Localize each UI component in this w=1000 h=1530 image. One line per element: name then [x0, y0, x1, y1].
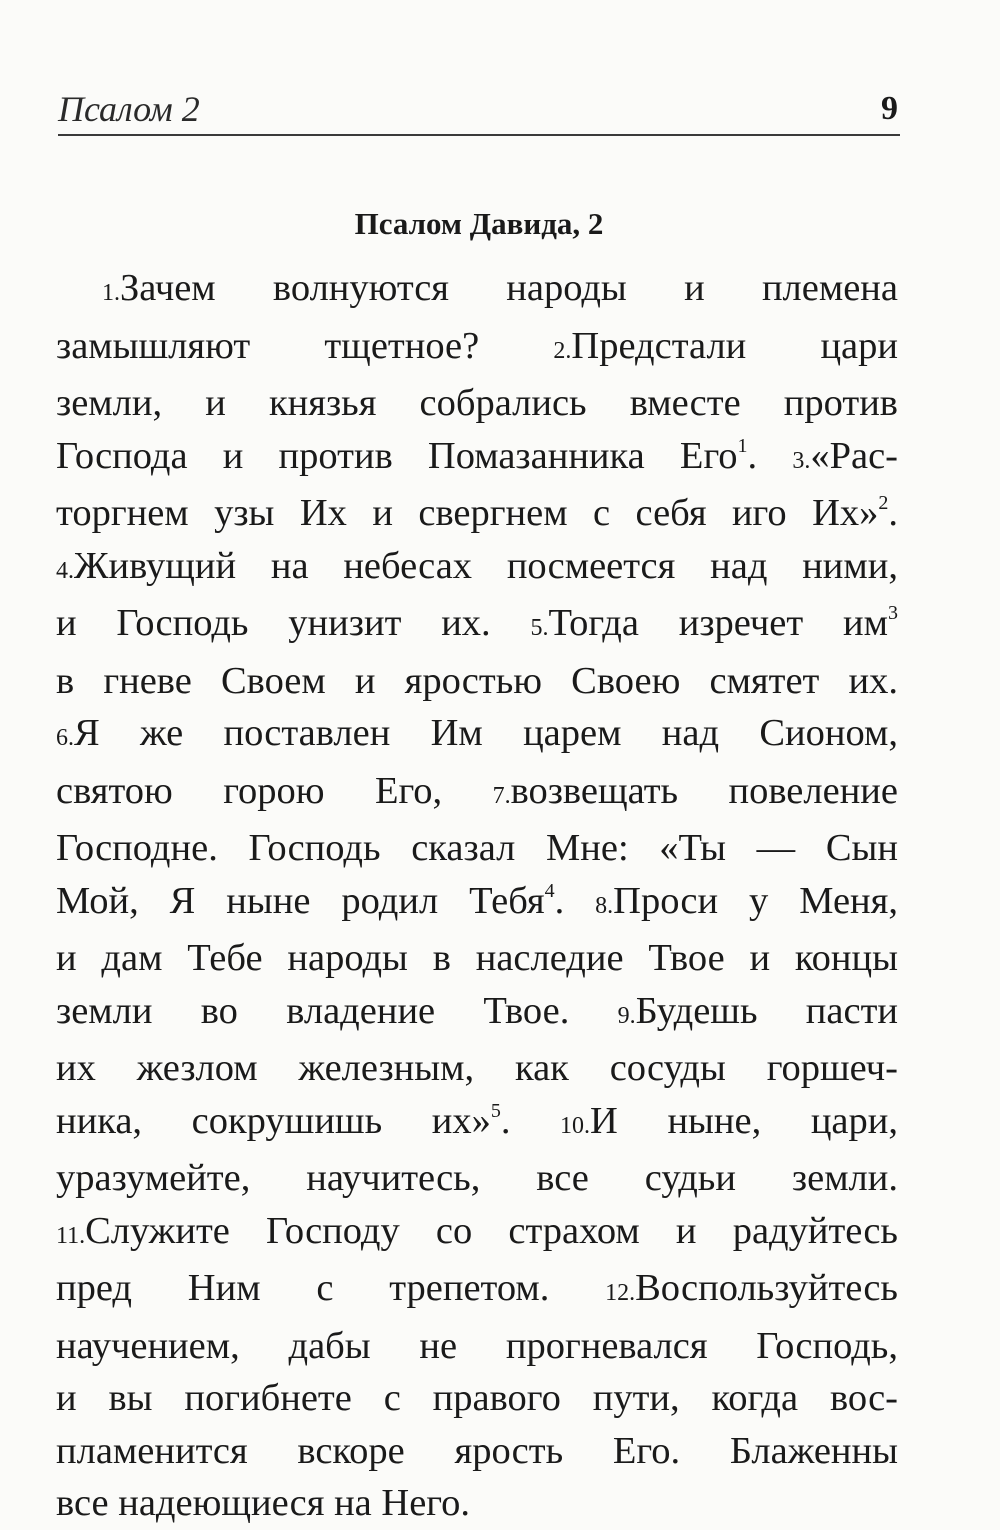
- footnote-marker: 2: [878, 492, 889, 514]
- text-segment: Господа и против Помазанника Его: [56, 434, 738, 477]
- text-segment: Будешь пасти: [635, 989, 898, 1032]
- text-segment: «Рас-: [810, 434, 899, 477]
- footnote-marker: 4: [544, 879, 555, 902]
- text-segment: Тогда изречет им: [548, 602, 888, 644]
- text-segment: и дам Тебе народы в наследие Твое и концы: [56, 937, 898, 979]
- page-number: 9: [881, 90, 898, 127]
- text-line: [56, 1262, 898, 1320]
- text-segment: и Господь унизит их.: [56, 602, 531, 644]
- text-segment: Я же поставлен Им царем над Сионом,: [74, 712, 898, 754]
- text-segment: пламенится вскоре ярость Его. Блаженны: [56, 1429, 898, 1472]
- verse-number: 12.: [605, 1280, 636, 1306]
- text-segment: И ныне, цари,: [590, 1099, 898, 1142]
- verse-number: 9.: [617, 1002, 636, 1029]
- text-segment: в гневе Своем и яростью Своею смятет их.: [56, 659, 898, 702]
- verse-number: 1.: [102, 280, 120, 306]
- text-segment: торгнем узы Их и свергнем с себя иго Их»: [56, 492, 879, 534]
- text-segment: Проси у Меня,: [613, 879, 898, 922]
- verse-number: 4.: [56, 557, 74, 584]
- verse-number: 6.: [56, 725, 74, 751]
- running-head: [58, 84, 898, 134]
- verse-number: 7.: [492, 782, 511, 809]
- text-segment: ника, сокрушишь их»: [56, 1099, 491, 1142]
- text-line: [56, 430, 898, 488]
- text-line: [56, 932, 898, 985]
- text-line: [56, 1372, 898, 1425]
- text-segment: земли, и князья собрались вместе против: [56, 382, 898, 424]
- text-line: [56, 540, 898, 598]
- text-line: [56, 1320, 898, 1373]
- verse-number: 2.: [553, 337, 572, 364]
- text-line: [56, 655, 898, 708]
- text-segment: .: [747, 434, 793, 477]
- text-line: [56, 1477, 898, 1530]
- footnote-marker: 5: [490, 1099, 501, 1122]
- text-segment: замышляют тщетное?: [56, 324, 554, 367]
- verse-number: 8.: [595, 892, 614, 919]
- verse-number: 10.: [560, 1112, 591, 1139]
- text-segment: все надеющиеся на Него.: [56, 1482, 470, 1524]
- text-segment: возвещать повеление: [510, 769, 898, 812]
- text-segment: Живущий на небесах посмеется над ними,: [74, 544, 898, 587]
- text-line: [56, 1095, 898, 1153]
- text-line: [56, 1205, 898, 1263]
- text-segment: Мой, Я ныне родил Тебя: [56, 879, 545, 922]
- text-segment: .: [500, 1099, 561, 1142]
- text-line: [56, 262, 898, 320]
- text-line: [56, 822, 898, 875]
- text-segment: научением, дабы не прогневался Господь,: [56, 1324, 898, 1367]
- text-segment: Предстали цари: [571, 324, 898, 367]
- footnote-marker: 1: [737, 434, 748, 457]
- verse-number: 5.: [530, 615, 549, 641]
- verse-number: 11.: [56, 1222, 86, 1249]
- footnote-marker: 3: [888, 602, 898, 624]
- text-line: [56, 1042, 898, 1095]
- text-segment: пред Ним с трепетом.: [56, 1267, 606, 1309]
- text-segment: святою горою Его,: [56, 769, 493, 812]
- text-segment: их жезлом железным, как сосуды горшеч-: [56, 1047, 898, 1089]
- running-title: Псалом 2: [58, 89, 200, 129]
- text-segment: .: [554, 879, 596, 922]
- verse-number: 3.: [792, 447, 811, 474]
- text-line: [56, 377, 898, 430]
- text-line: [56, 765, 898, 823]
- header-rule: [58, 134, 900, 136]
- text-segment: Воспользуйтесь: [635, 1267, 898, 1309]
- text-segment: и вы погибнете с правого пути, когда вос-: [56, 1377, 898, 1419]
- text-line: [56, 487, 898, 540]
- text-segment: Господне. Господь сказал Мне: «Ты — Сын: [56, 827, 898, 869]
- text-segment: Зачем волнуются народы и племена: [120, 267, 898, 309]
- text-line: [56, 320, 898, 378]
- text-segment: уразумейте, научитесь, все судьи земли.: [56, 1157, 898, 1199]
- text-line: [56, 597, 898, 655]
- text-line: [56, 707, 898, 765]
- text-segment: земли во владение Твое.: [56, 989, 618, 1032]
- psalm-heading: Псалом Давида, 2: [354, 206, 604, 241]
- text-line: [56, 875, 898, 933]
- text-segment: .: [888, 492, 898, 534]
- text-line: [56, 1425, 898, 1478]
- text-segment: Служите Господу со страхом и радуйтесь: [85, 1209, 898, 1252]
- text-line: [56, 985, 898, 1043]
- psalm-text: [56, 262, 898, 1530]
- text-line: [56, 1152, 898, 1205]
